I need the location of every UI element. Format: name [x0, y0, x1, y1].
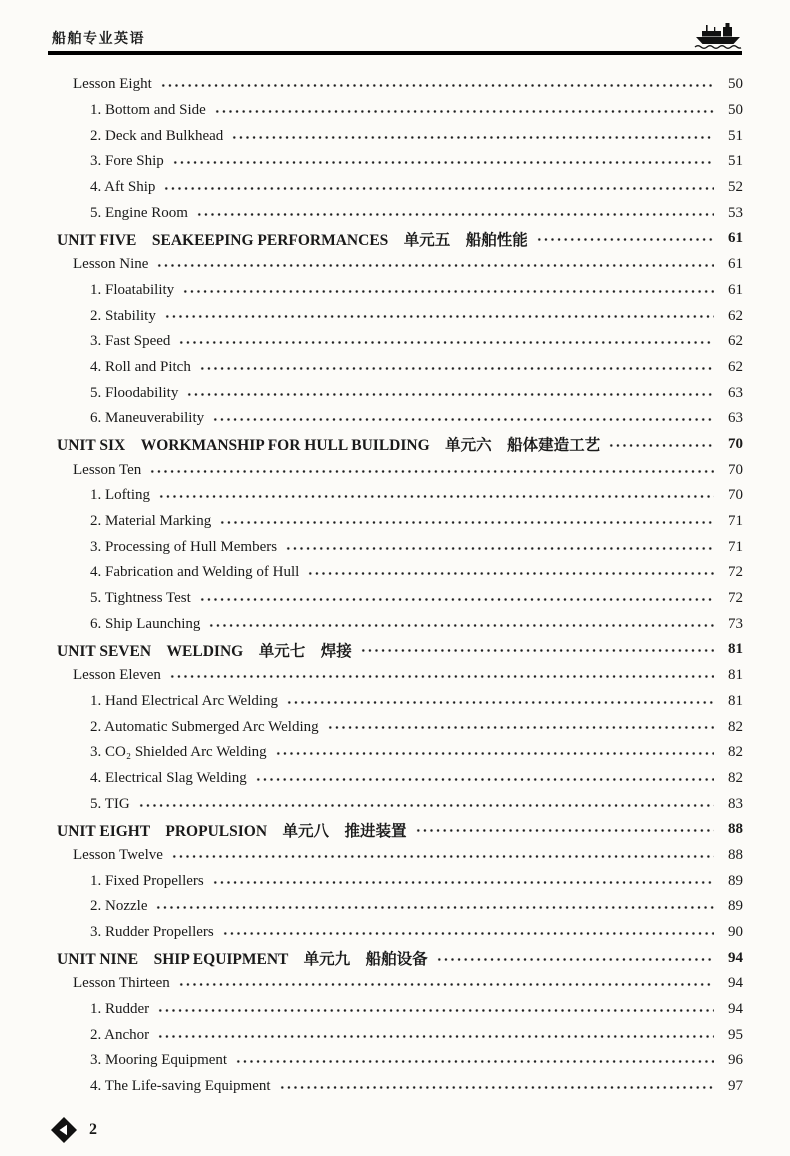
dotted-leader	[149, 457, 714, 483]
dotted-leader	[157, 997, 714, 1023]
toc-entry-page: 90	[728, 924, 743, 941]
dotted-leader	[536, 226, 714, 252]
toc-entry-label: 5. TIG	[90, 795, 130, 812]
toc-entry-page: 89	[728, 872, 743, 889]
toc-entry-page: 70	[728, 435, 743, 452]
dotted-leader	[231, 123, 714, 149]
dotted-leader	[415, 817, 714, 843]
toc-entry-label: 3. Rudder Propellers	[90, 924, 214, 941]
toc-entry	[57, 611, 743, 637]
toc-entry-label: 3. CO₂ Shielded Arc Welding	[90, 744, 267, 761]
dotted-leader	[160, 72, 714, 98]
header-title: 船舶专业英语	[52, 30, 145, 46]
toc-entry-label: Lesson Nine	[73, 256, 149, 273]
toc-entry-label: UNIT SIX WORKMANSHIP FOR HULL BUILDING 单元六 船体建造工艺	[57, 437, 601, 455]
toc-entry	[57, 740, 743, 766]
toc-entry-label: 6. Maneuverability	[90, 410, 205, 427]
dotted-leader	[212, 868, 714, 894]
toc-entry	[57, 200, 743, 226]
toc-entry-label: 3. Mooring Equipment	[90, 1052, 228, 1069]
dotted-leader	[307, 560, 714, 586]
toc-entry-label: UNIT EIGHT PROPULSION 单元八 推进装置	[57, 822, 407, 840]
dotted-leader	[285, 534, 714, 560]
toc-entry	[57, 534, 743, 560]
toc-entry-page: 88	[728, 846, 743, 863]
page-footer	[0, 1100, 790, 1144]
dotted-leader	[199, 355, 714, 381]
dotted-leader	[214, 98, 714, 124]
dotted-leader	[360, 637, 714, 663]
toc-entry-page: 50	[728, 102, 743, 119]
toc-entry-label: 4. The Life-saving Equipment	[90, 1078, 271, 1095]
toc-entry-page: 82	[728, 769, 743, 786]
toc-entry-page: 52	[728, 179, 743, 196]
dotted-leader	[235, 1048, 714, 1074]
toc-entry	[57, 945, 743, 971]
toc-entry	[57, 843, 743, 869]
dotted-leader	[327, 714, 714, 740]
toc-entry-page: 94	[728, 1001, 743, 1018]
toc-entry-label: 2. Anchor	[90, 1026, 150, 1043]
toc-entry	[57, 72, 743, 98]
toc-entry-page: 51	[728, 127, 743, 144]
dotted-leader	[275, 740, 714, 766]
dotted-leader	[196, 200, 714, 226]
toc-entry-label: 4. Fabrication and Welding of Hull	[90, 564, 300, 581]
toc-entry	[57, 175, 743, 201]
toc-entry-label: 5. Engine Room	[90, 204, 188, 221]
toc-list	[0, 55, 790, 1100]
toc-entry-label: 3. Processing of Hull Members	[90, 538, 278, 555]
toc-entry	[57, 586, 743, 612]
diamond-arrow-icon	[50, 1116, 78, 1144]
dotted-leader	[169, 663, 714, 689]
dotted-leader	[158, 483, 714, 509]
toc-entry-page: 70	[728, 461, 743, 478]
toc-entry-page: 89	[728, 898, 743, 915]
toc-entry	[57, 791, 743, 817]
toc-entry-label: 5. Tightness Test	[90, 590, 191, 607]
toc-entry-page: 62	[728, 307, 743, 324]
ship-icon	[694, 20, 742, 50]
dotted-leader	[219, 509, 714, 535]
toc-entry	[57, 406, 743, 432]
toc-entry	[57, 997, 743, 1023]
toc-entry-page: 95	[728, 1026, 743, 1043]
toc-entry-page: 96	[728, 1052, 743, 1069]
toc-entry-label: 4. Aft Ship	[90, 179, 156, 196]
toc-entry	[57, 149, 743, 175]
toc-entry-label: 2. Deck and Bulkhead	[90, 127, 224, 144]
toc-entry	[57, 432, 743, 458]
toc-entry-label: 1. Bottom and Side	[90, 102, 206, 119]
toc-entry	[57, 1048, 743, 1074]
toc-entry-page: 88	[728, 821, 743, 838]
dotted-leader	[608, 432, 714, 458]
dotted-leader	[222, 920, 714, 946]
toc-entry-page: 82	[728, 718, 743, 735]
toc-entry	[57, 971, 743, 997]
toc-entry-page: 50	[728, 76, 743, 93]
toc-entry	[57, 252, 743, 278]
toc-entry	[57, 355, 743, 381]
dotted-leader	[212, 406, 714, 432]
toc-entry-page: 72	[728, 590, 743, 607]
toc-entry	[57, 123, 743, 149]
toc-entry-label: 1. Hand Electrical Arc Welding	[90, 692, 279, 709]
toc-entry	[57, 714, 743, 740]
toc-entry-label: 1. Lofting	[90, 487, 150, 504]
toc-entry-page: 97	[728, 1078, 743, 1095]
dotted-leader	[155, 894, 714, 920]
dotted-leader	[286, 689, 714, 715]
dotted-leader	[182, 278, 714, 304]
toc-entry-label: 2. Automatic Submerged Arc Welding	[90, 718, 319, 735]
toc-entry-page: 73	[728, 615, 743, 632]
toc-entry-page: 94	[728, 975, 743, 992]
dotted-leader	[199, 586, 714, 612]
toc-entry	[57, 226, 743, 252]
toc-entry-page: 70	[728, 487, 743, 504]
toc-entry	[57, 868, 743, 894]
toc-entry	[57, 303, 743, 329]
toc-entry	[57, 663, 743, 689]
toc-entry-page: 53	[728, 204, 743, 221]
toc-entry	[57, 509, 743, 535]
toc-entry-label: Lesson Twelve	[73, 846, 163, 863]
page-header	[0, 0, 790, 51]
toc-entry-page: 63	[728, 410, 743, 427]
toc-entry-label: Lesson Eleven	[73, 667, 161, 684]
dotted-leader	[163, 175, 714, 201]
toc-entry	[57, 483, 743, 509]
toc-entry	[57, 457, 743, 483]
toc-entry-label: 1. Floatability	[90, 281, 175, 298]
toc-entry-page: 63	[728, 384, 743, 401]
toc-entry	[57, 380, 743, 406]
toc-entry-page: 81	[728, 641, 743, 658]
dotted-leader	[164, 303, 714, 329]
dotted-leader	[138, 791, 714, 817]
toc-entry-label: 1. Rudder	[90, 1001, 150, 1018]
dotted-leader	[279, 1074, 714, 1100]
dotted-leader	[178, 971, 714, 997]
toc-entry-page: 83	[728, 795, 743, 812]
toc-entry-label: Lesson Eight	[73, 76, 152, 93]
toc-entry	[57, 1074, 743, 1100]
toc-entry-label: 6. Ship Launching	[90, 615, 201, 632]
toc-entry-page: 71	[728, 538, 743, 555]
toc-entry-page: 62	[728, 358, 743, 375]
toc-entry-label: UNIT FIVE SEAKEEPING PERFORMANCES 单元五 船舶性能	[57, 231, 528, 249]
toc-entry-label: 4. Roll and Pitch	[90, 358, 191, 375]
toc-entry	[57, 689, 743, 715]
toc-entry-page: 72	[728, 564, 743, 581]
toc-entry	[57, 817, 743, 843]
dotted-leader	[186, 380, 714, 406]
toc-entry-label: UNIT NINE SHIP EQUIPMENT 单元九 船舶设备	[57, 951, 428, 969]
toc-entry	[57, 637, 743, 663]
toc-entry-label: 3. Fore Ship	[90, 153, 164, 170]
toc-entry-label: 2. Material Marking	[90, 513, 212, 530]
toc-entry	[57, 894, 743, 920]
toc-entry-page: 51	[728, 153, 743, 170]
toc-entry-label: 1. Fixed Propellers	[90, 872, 204, 889]
toc-entry	[57, 329, 743, 355]
dotted-leader	[255, 766, 714, 792]
toc-entry-page: 94	[728, 949, 743, 966]
toc-entry-label: 2. Stability	[90, 307, 156, 324]
toc-entry	[57, 1022, 743, 1048]
toc-entry-page: 81	[728, 667, 743, 684]
toc-entry	[57, 920, 743, 946]
toc-entry-label: 2. Nozzle	[90, 898, 148, 915]
dotted-leader	[171, 843, 714, 869]
toc-entry-label: Lesson Thirteen	[73, 975, 170, 992]
toc-entry-page: 82	[728, 744, 743, 761]
page-number: 2	[89, 1120, 97, 1138]
dotted-leader	[178, 329, 714, 355]
dotted-leader	[436, 945, 714, 971]
dotted-leader	[156, 252, 714, 278]
toc-entry	[57, 278, 743, 304]
toc-entry-label: UNIT SEVEN WELDING 单元七 焊接	[57, 642, 352, 660]
toc-entry-label: 3. Fast Speed	[90, 333, 171, 350]
toc-entry	[57, 766, 743, 792]
toc-entry-page: 61	[728, 256, 743, 273]
toc-entry-page: 61	[728, 281, 743, 298]
dotted-leader	[208, 611, 714, 637]
toc-entry-page: 81	[728, 692, 743, 709]
toc-entry	[57, 560, 743, 586]
toc-entry-page: 62	[728, 333, 743, 350]
toc-entry	[57, 98, 743, 124]
dotted-leader	[157, 1022, 714, 1048]
toc-entry-label: 5. Floodability	[90, 384, 179, 401]
toc-entry-label: 4. Electrical Slag Welding	[90, 769, 247, 786]
toc-entry-label: Lesson Ten	[73, 461, 142, 478]
dotted-leader	[172, 149, 714, 175]
toc-entry-page: 61	[728, 230, 743, 247]
toc-entry-page: 71	[728, 513, 743, 530]
